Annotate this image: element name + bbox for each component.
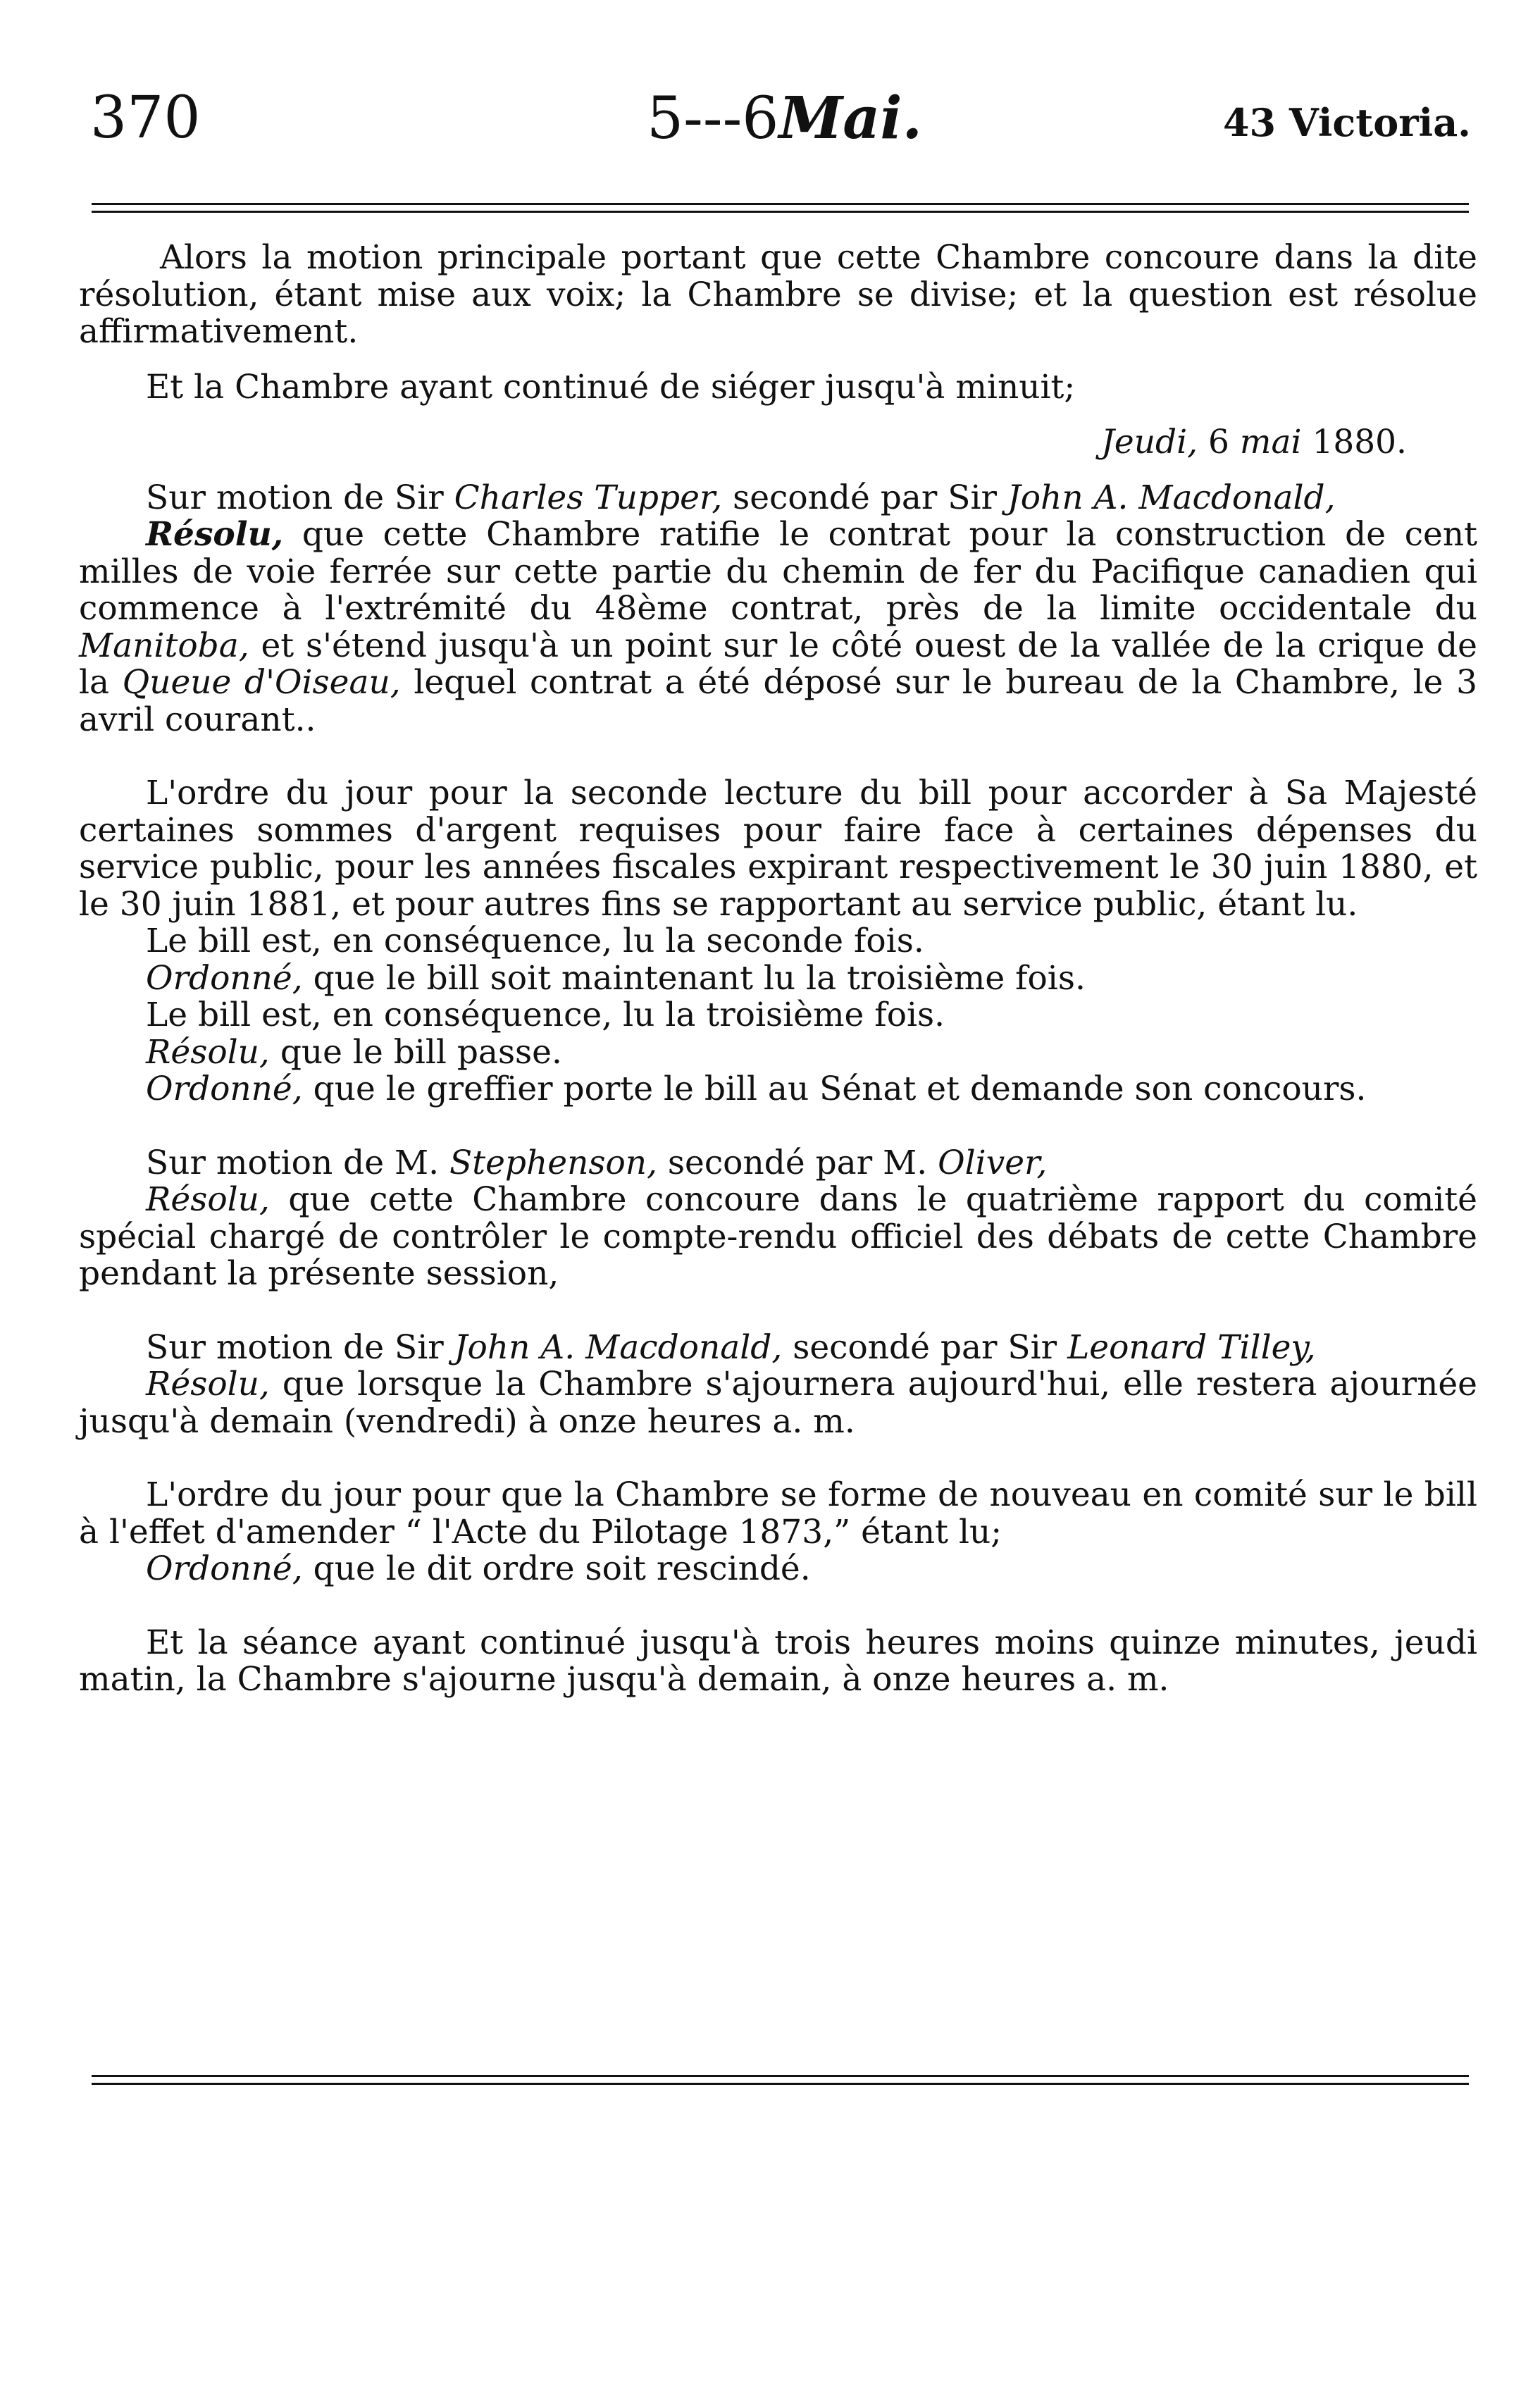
mover-name: John A. Macdonald, xyxy=(454,1327,783,1367)
paragraph-main-motion: Alors la motion principale portant que cette Chambre concoure dans la dite résolution, étant mise aux voix; la Chambre se divise; et la question est résolue affirmativement. xyxy=(79,238,1477,351)
motion-stephenson-intro xyxy=(79,1145,1477,1182)
bill-second-reading: Le bill est, en conséquence, lu la seconde fois. xyxy=(146,922,924,960)
seconder-name: John A. Macdonald, xyxy=(1007,478,1336,517)
resolved-word: Résolu, xyxy=(146,1032,270,1072)
dateline-year: 1880. xyxy=(1301,423,1407,462)
header-date-numbers: 5---6 xyxy=(647,85,779,152)
dateline-day: Jeudi, xyxy=(1101,423,1198,462)
motion-tupper-resolution xyxy=(79,516,1477,738)
bill-to-senate xyxy=(79,1071,1477,1108)
resolution-text-a: que cette Chambre ratifie le contrat pour la construction de cent milles de voie ferrée sur cette partie du chemin de fer du Pacifique canadien qui commence à l'extrémité du 48ème contrat, près de la limite occidentale du xyxy=(79,515,1477,628)
resolution-text-b: et s'étend jusqu'à un point sur le côté ouest de la vallée de la crique de la xyxy=(79,626,1477,702)
header-session: 43 Victoria. xyxy=(1222,100,1471,145)
dateline-month: mai xyxy=(1239,423,1302,462)
closing-adjournment: Et la séance ayant continué jusqu'à trois heures moins quinze minutes, jeudi matin, la Chambre s'ajourne jusqu'à demain, à onze heures a. m. xyxy=(79,1623,1477,1699)
resolution-text: que lorsque la Chambre s'ajournera aujourd'hui, elle restera ajournée jusqu'à demain (vendredi) à onze heures a. m. xyxy=(79,1365,1477,1441)
motion-intro-text: Sur motion de Sir xyxy=(146,1327,454,1367)
paragraph-sitting-continued: Et la Chambre ayant continué de siéger jusqu'à minuit; xyxy=(146,367,1076,407)
dateline xyxy=(79,424,1477,462)
bill-passed xyxy=(79,1034,1477,1072)
dateline-date: 6 xyxy=(1198,423,1240,462)
resolution-text-c: lequel contrat a été déposé sur le bureau de la Chambre, le 3 avril courant.. xyxy=(79,663,1477,739)
resolution-text: que cette Chambre concoure dans le quatrième rapport du comité spécial chargé de contrôler le compte-rendu officiel des débats de cette Chambre pendant la présente session, xyxy=(79,1180,1477,1293)
page-number: 370 xyxy=(90,85,201,151)
ordered-word: Ordonné, xyxy=(146,958,303,998)
motion-intro-text: Sur motion de Sir xyxy=(146,478,454,517)
bill-third-reading: Le bill est, en conséquence, lu la troisième fois. xyxy=(146,996,945,1034)
page-header xyxy=(90,85,1471,162)
ordered-word: Ordonné, xyxy=(146,1070,303,1108)
place-queue-doiseau: Queue d'Oiseau, xyxy=(122,663,401,702)
seconder-name: Leonard Tilley, xyxy=(1067,1327,1316,1367)
footer-rule xyxy=(92,2075,1469,2085)
mover-name: Charles Tupper, xyxy=(454,478,723,517)
motion-stephenson-resolution xyxy=(79,1182,1477,1293)
motion-macdonald-intro xyxy=(79,1327,1477,1367)
ordered-text: que le dit ordre soit rescindé. xyxy=(302,1549,811,1588)
bill-third-reading-order xyxy=(79,960,1477,998)
motion-tupper-intro xyxy=(79,480,1477,517)
order-rescinded xyxy=(79,1551,1477,1588)
resolved-word: Résolu, xyxy=(146,1365,270,1404)
motion-macdonald-resolution xyxy=(79,1366,1477,1440)
header-date xyxy=(647,85,922,152)
journal-body xyxy=(79,240,1477,1699)
resolved-word: Résolu, xyxy=(146,515,284,554)
header-rule xyxy=(92,203,1469,213)
ordered-text: que le bill soit maintenant lu la troisième fois. xyxy=(302,958,1086,998)
seconded-text: secondé par Sir xyxy=(722,478,1007,517)
resolved-text: que le bill passe. xyxy=(269,1032,562,1072)
seconder-name: Oliver, xyxy=(938,1143,1048,1182)
order-pilotage-act: L'ordre du jour pour que la Chambre se forme de nouveau en comité sur le bill à l'effet d'amender “ l'Acte du Pilotage 1873,” étant lu; xyxy=(79,1475,1477,1551)
seconded-text: secondé par M. xyxy=(657,1143,938,1182)
ordered-word: Ordonné, xyxy=(146,1549,303,1588)
motion-intro-text: Sur motion de M. xyxy=(146,1143,450,1182)
seconded-text: secondé par Sir xyxy=(782,1327,1068,1367)
order-supply-bill: L'ordre du jour pour la seconde lecture du bill pour accorder à Sa Majesté certaines sommes d'argent requises pour faire face à certaines dépenses du service public, pour les années fiscales expirant respectivement le 30 juin 1880, et le 30 juin 1881, et pour autres fins se rapportant au service public, étant lu. xyxy=(79,774,1477,924)
place-manitoba: Manitoba, xyxy=(79,626,249,665)
resolved-word: Résolu, xyxy=(146,1180,270,1219)
ordered-text: que le greffier porte le bill au Sénat et demande son concours. xyxy=(302,1070,1367,1108)
header-date-month: Mai. xyxy=(778,85,923,152)
mover-name: Stephenson, xyxy=(449,1143,657,1182)
